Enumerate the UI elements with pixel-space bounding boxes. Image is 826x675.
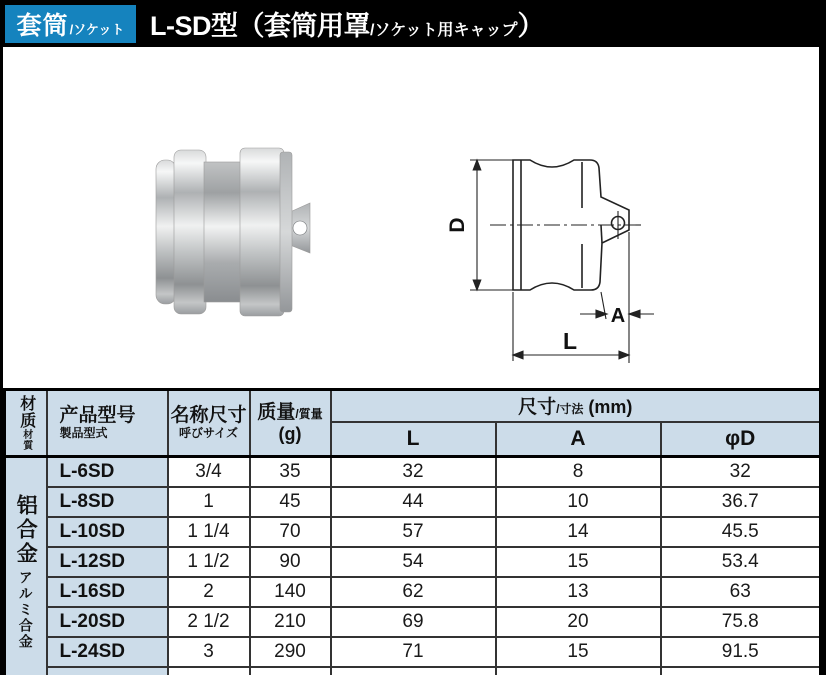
weight-header-cn: 质量	[257, 401, 296, 423]
weight-header-unit: (g)	[278, 423, 302, 444]
cell-L: 54	[331, 547, 496, 577]
cell-size: 1 1/2	[168, 547, 250, 577]
cell-L: 32	[331, 457, 496, 487]
dim-label-l: L	[562, 328, 578, 354]
cell-size	[168, 667, 250, 675]
cell-weight: 90	[250, 547, 331, 577]
model-header-jp: 製品型式	[59, 426, 108, 441]
table-row-partial	[5, 667, 821, 675]
product-photo	[150, 140, 318, 322]
col-header-weight	[250, 390, 331, 457]
cell-size: 1 1/4	[168, 517, 250, 547]
size-header-jp: 呼びサイズ	[178, 426, 239, 441]
cell-model: L-16SD	[47, 577, 168, 607]
cell-D: 32	[661, 457, 821, 487]
material-jp: アルミ合金	[17, 569, 34, 650]
plug-tab-hole	[293, 221, 307, 235]
table-row	[5, 517, 821, 547]
weight-header-jp: /質量	[295, 406, 323, 421]
col-header-material	[5, 390, 47, 457]
cell-size: 3	[168, 637, 250, 667]
cell-weight: 290	[250, 637, 331, 667]
cell-size: 2 1/2	[168, 607, 250, 637]
badge-label-jp: /ソケット	[69, 21, 125, 37]
cell-D: 91.5	[661, 637, 821, 667]
cell-A	[496, 667, 661, 675]
category-badge	[5, 5, 136, 43]
table-row	[5, 547, 821, 577]
material-cn: 铝合金	[14, 493, 38, 566]
cell-A: 15	[496, 637, 661, 667]
cell-L	[331, 667, 496, 675]
material-header-cn: 材质	[17, 395, 35, 429]
cell-D: 45.5	[661, 517, 821, 547]
col-header-L: L	[331, 422, 496, 457]
model-header-cn: 产品型号	[59, 405, 136, 427]
cell-D: 63	[661, 577, 821, 607]
table-row	[5, 577, 821, 607]
cell-D	[661, 667, 821, 675]
table-row	[5, 607, 821, 637]
size-header-cn: 名称尺寸	[170, 405, 247, 427]
dim-label-d: D	[446, 217, 469, 233]
dimension-drawing	[430, 113, 730, 378]
cell-weight: 140	[250, 577, 331, 607]
cell-size: 3/4	[168, 457, 250, 487]
dim-label-a: A	[610, 305, 626, 327]
page-title-sub: /ソケット用キャップ	[370, 22, 518, 39]
dims-header-unit: (mm)	[588, 397, 633, 418]
cell-model: L-24SD	[47, 637, 168, 667]
page-title	[150, 0, 544, 47]
cell-size: 1	[168, 487, 250, 517]
spec-table	[3, 388, 822, 675]
table-row	[5, 457, 821, 487]
cell-model: L-12SD	[47, 547, 168, 577]
cell-model: L-6SD	[47, 457, 168, 487]
dims-header-cn: 尺寸	[518, 397, 557, 419]
cell-A: 15	[496, 547, 661, 577]
cell-model: L-8SD	[47, 487, 168, 517]
cell-L: 57	[331, 517, 496, 547]
page-title-close: ）	[517, 11, 544, 41]
cell-L: 62	[331, 577, 496, 607]
cell-A: 14	[496, 517, 661, 547]
cell-weight: 45	[250, 487, 331, 517]
col-header-phiD: φD	[661, 422, 821, 457]
cell-A: 13	[496, 577, 661, 607]
cell-A: 8	[496, 457, 661, 487]
cell-model: L-10SD	[47, 517, 168, 547]
badge-label-cn: 套筒	[16, 12, 69, 40]
plug-body	[156, 148, 310, 316]
page-title-main: L-SD型（套筒用罩	[150, 11, 370, 41]
cell-L: 69	[331, 607, 496, 637]
table-row	[5, 637, 821, 667]
cell-D: 36.7	[661, 487, 821, 517]
cell-model: L-20SD	[47, 607, 168, 637]
cell-weight: 210	[250, 607, 331, 637]
material-header-jp: 材質	[20, 429, 32, 451]
cell-D: 53.4	[661, 547, 821, 577]
cell-A: 20	[496, 607, 661, 637]
col-header-model	[47, 390, 168, 457]
col-header-size	[168, 390, 250, 457]
col-header-A: A	[496, 422, 661, 457]
cell-A: 10	[496, 487, 661, 517]
table-row	[5, 487, 821, 517]
cell-size: 2	[168, 577, 250, 607]
cell-L: 44	[331, 487, 496, 517]
cell-weight: 70	[250, 517, 331, 547]
cell-weight: 35	[250, 457, 331, 487]
col-header-dimensions	[331, 390, 821, 422]
material-cell	[5, 457, 47, 675]
top-header-bar	[0, 0, 826, 47]
cell-weight	[250, 667, 331, 675]
dims-header-jp: /寸法	[556, 402, 584, 417]
cell-model	[47, 667, 168, 675]
cell-L: 71	[331, 637, 496, 667]
cell-D: 75.8	[661, 607, 821, 637]
